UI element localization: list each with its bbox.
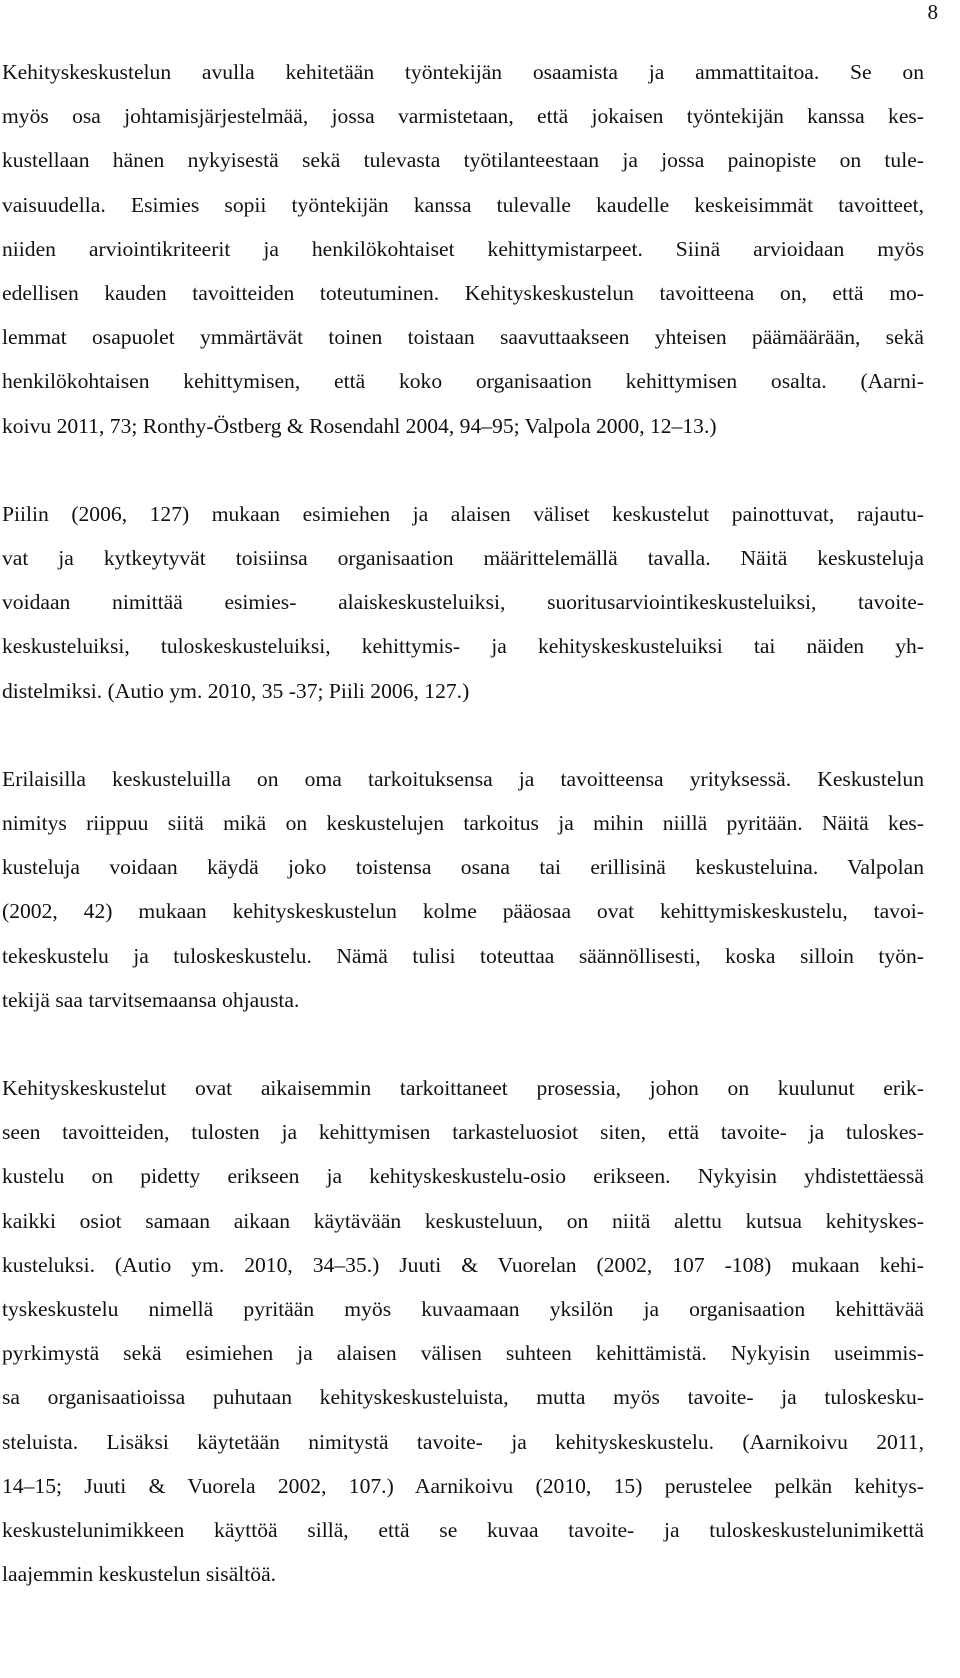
text-line: kustellaan hänen nykyisestä sekä tulevasta työtilanteestaan ja jossa painopiste on tule- (2, 148, 924, 173)
text-line: pyrkimystä sekä esimiehen ja alaisen välisen suhteen kehittämistä. Nykyisin useimmis- (2, 1341, 924, 1366)
text-line: kaikki osiot samaan aikaan käytävään keskusteluun, on niitä alettu kutsua kehityskes- (2, 1208, 924, 1233)
text-line: vat ja kytkeytyvät toisiinsa organisaation määrittelemällä tavalla. Näitä keskusteluja (2, 546, 924, 571)
text-line: 14–15; Juuti & Vuorela 2002, 107.) Aarnikoivu (2010, 15) perustelee pelkän kehitys- (2, 1473, 924, 1498)
text-line: tyskeskustelu nimellä pyritään myös kuvaamaan yksilön ja organisaation kehittävää (2, 1297, 924, 1322)
paragraph-4 (2, 1066, 924, 1596)
text-line: sa organisaatioissa puhutaan kehityskeskusteluista, mutta myös tavoite- ja tuloskesku- (2, 1385, 924, 1410)
page-number: 8 (927, 0, 938, 24)
text-line: Kehityskeskustelut ovat aikaisemmin tarkoittaneet prosessia, johon on kuulunut erik- (2, 1076, 924, 1101)
text-line: keskustelunimikkeen käyttöä sillä, että se kuvaa tavoite- ja tuloskeskustelunimikettä (2, 1518, 924, 1543)
text-line: laajemmin keskustelun sisältöä. (2, 1562, 277, 1587)
text-line: koivu 2011, 73; Ronthy-Östberg & Rosendahl 2004, 94–95; Valpola 2000, 12–13.) (2, 413, 717, 438)
text-line: steluista. Lisäksi käytetään nimitystä tavoite- ja kehityskeskustelu. (Aarnikoivu 2011, (2, 1429, 924, 1454)
text-line: Erilaisilla keskusteluilla on oma tarkoituksensa ja tavoitteensa yrityksessä. Keskustelun (2, 766, 924, 791)
paragraph-2 (2, 492, 924, 713)
text-line: (2002, 42) mukaan kehityskeskustelun kolme pääosaa ovat kehittymiskeskustelu, tavoi- (2, 899, 924, 924)
text-line: Piilin (2006, 127) mukaan esimiehen ja alaisen väliset keskustelut painottuvat, rajautu- (2, 501, 924, 526)
text-line: vaisuudella. Esimies sopii työntekijän kanssa tulevalle kaudelle keskeisimmät tavoitteet, (2, 192, 924, 217)
text-line: distelmiksi. (Autio ym. 2010, 35 -37; Piili 2006, 127.) (2, 678, 470, 703)
text-line: henkilökohtaisen kehittymisen, että koko organisaation kehittymisen osalta. (Aarni- (2, 369, 924, 394)
text-line: nimitys riippuu siitä mikä on keskustelujen tarkoitus ja mihin niillä pyritään. Näitä kes- (2, 811, 924, 836)
text-line: keskusteluiksi, tuloskeskusteluiksi, kehittymis- ja kehityskeskusteluiksi tai näiden yh- (2, 634, 924, 659)
text-line: Kehityskeskustelun avulla kehitetään työntekijän osaamista ja ammattitaitoa. Se on (2, 60, 924, 84)
text-line: voidaan nimittää esimies- alaiskeskusteluiksi, suoritusarviointikeskusteluiksi, tavoite- (2, 590, 924, 615)
text-line: kusteluja voidaan käydä joko toistensa osana tai erillisinä keskusteluina. Valpolan (2, 855, 924, 880)
paragraph-1 (2, 50, 924, 448)
text-line: kustelu on pidetty erikseen ja kehityskeskustelu-osio erikseen. Nykyisin yhdistettäessä (2, 1164, 924, 1189)
text-line: kusteluksi. (Autio ym. 2010, 34–35.) Juuti & Vuorelan (2002, 107 -108) mukaan kehi- (2, 1252, 924, 1277)
paragraph-3 (2, 757, 924, 1022)
text-line: niiden arviointikriteerit ja henkilökohtaiset kehittymistarpeet. Siinä arvioidaan myös (2, 236, 924, 261)
body-text (2, 50, 924, 1641)
text-line: myös osa johtamisjärjestelmää, jossa varmistetaan, että jokaisen työntekijän kanssa kes- (2, 104, 924, 129)
text-line: lemmat osapuolet ymmärtävät toinen toistaan saavuttaakseen yhteisen päämäärään, sekä (2, 325, 924, 350)
text-line: tekijä saa tarvitsemaansa ohjausta. (2, 987, 300, 1012)
text-line: tekeskustelu ja tuloskeskustelu. Nämä tulisi toteuttaa säännöllisesti, koska silloin työn- (2, 943, 924, 968)
text-line: seen tavoitteiden, tulosten ja kehittymisen tarkasteluosiot siten, että tavoite- ja tuloskes- (2, 1120, 924, 1145)
text-line: edellisen kauden tavoitteiden toteutuminen. Kehityskeskustelun tavoitteena on, että mo- (2, 281, 924, 306)
